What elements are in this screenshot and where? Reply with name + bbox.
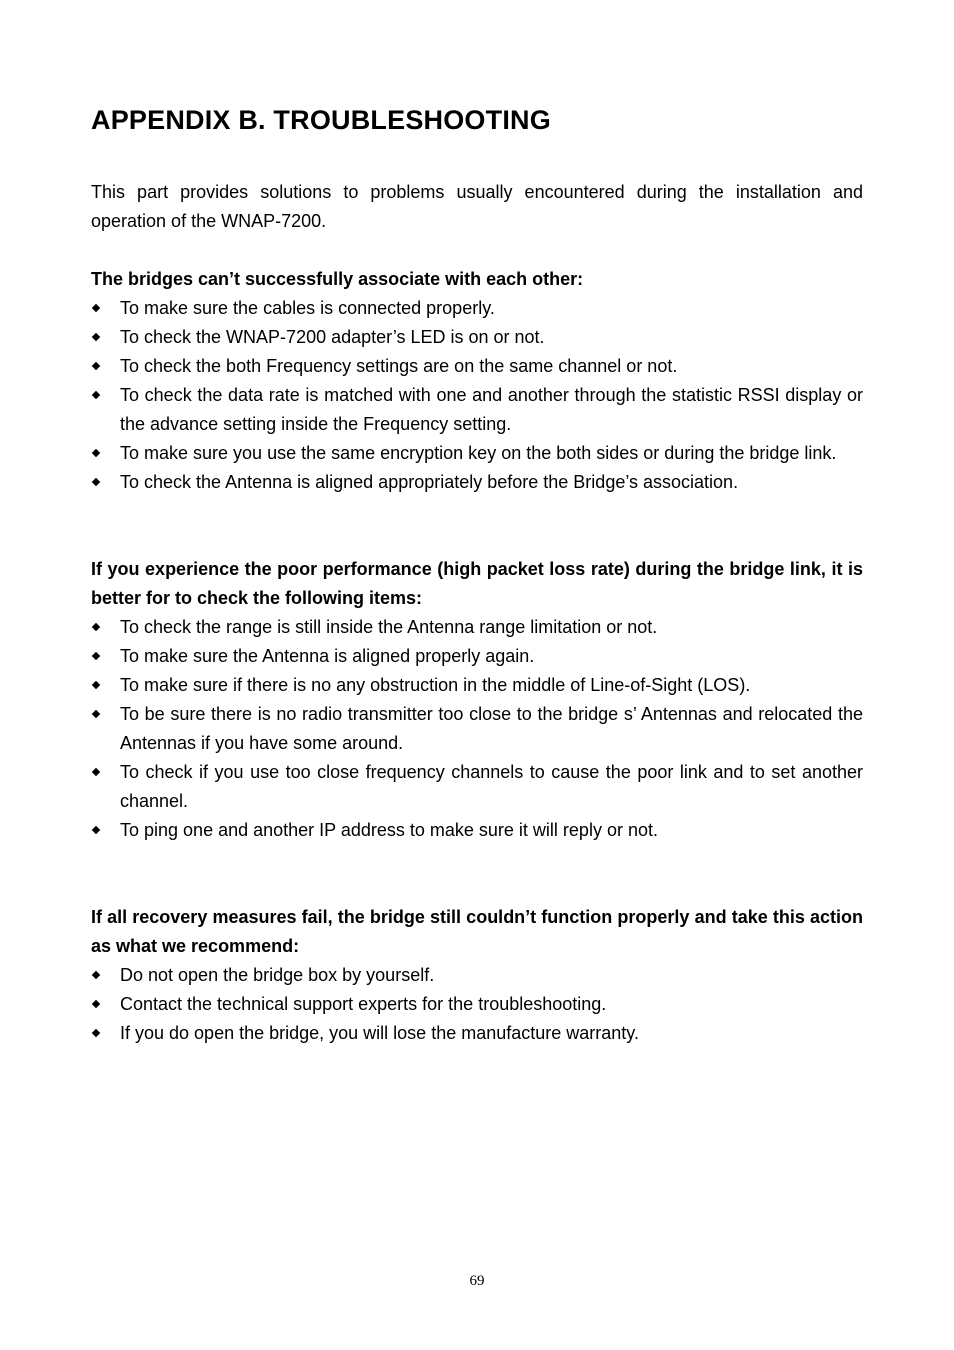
bullet-list (91, 613, 863, 845)
section-heading: If all recovery measures fail, the bridge still couldn’t function properly and take this action as what we recommend: (91, 907, 863, 956)
section-heading: If you experience the poor performance (high packet loss rate) during the bridge link, it is better for to check the following items: (91, 559, 863, 608)
list-item: To check the Antenna is aligned appropriately before the Bridge’s association. (91, 468, 863, 497)
diamond-bullet-icon (92, 710, 100, 718)
section-performance (91, 555, 863, 845)
section-recovery (91, 903, 863, 1048)
intro-paragraph: This part provides solutions to problems usually encountered during the installation and operation of the WNAP-7200. (91, 182, 863, 231)
section-heading: The bridges can’t successfully associate with each other: (91, 269, 584, 289)
list-item: To check if you use too close frequency channels to cause the poor link and to set another channel. (91, 758, 863, 816)
list-item: To make sure if there is no any obstruction in the middle of Line-of-Sight (LOS). (91, 671, 863, 700)
diamond-bullet-icon (92, 652, 100, 660)
section-association (91, 265, 863, 497)
diamond-bullet-icon (92, 681, 100, 689)
bullet-list (91, 294, 863, 497)
page-number: 69 (469, 1273, 485, 1289)
list-item: To be sure there is no radio transmitter too close to the bridge s’ Antennas and relocated the Antennas if you have some around. (91, 700, 863, 758)
diamond-bullet-icon (92, 623, 100, 631)
list-item: To make sure you use the same encryption key on the both sides or during the bridge link. (91, 439, 863, 468)
list-item: Contact the technical support experts for the troubleshooting. (91, 990, 863, 1019)
diamond-bullet-icon (92, 478, 100, 486)
diamond-bullet-icon (92, 826, 100, 834)
diamond-bullet-icon (92, 391, 100, 399)
diamond-bullet-icon (92, 971, 100, 979)
diamond-bullet-icon (92, 1000, 100, 1008)
list-item: To check the data rate is matched with one and another through the statistic RSSI display or the advance setting inside the Frequency setting. (91, 381, 863, 439)
diamond-bullet-icon (92, 1029, 100, 1037)
list-item: To ping one and another IP address to make sure it will reply or not. (91, 816, 863, 845)
document-page (91, 100, 863, 1048)
diamond-bullet-icon (92, 304, 100, 312)
list-item: To check the WNAP-7200 adapter’s LED is on or not. (91, 323, 863, 352)
list-item: To make sure the Antenna is aligned properly again. (91, 642, 863, 671)
page-title: APPENDIX B. TROUBLESHOOTING (91, 105, 551, 135)
diamond-bullet-icon (92, 333, 100, 341)
diamond-bullet-icon (92, 449, 100, 457)
list-item: To check the both Frequency settings are on the same channel or not. (91, 352, 863, 381)
list-item: To check the range is still inside the Antenna range limitation or not. (91, 613, 863, 642)
diamond-bullet-icon (92, 768, 100, 776)
list-item: To make sure the cables is connected properly. (91, 294, 863, 323)
bullet-list (91, 961, 863, 1048)
list-item: Do not open the bridge box by yourself. (91, 961, 863, 990)
diamond-bullet-icon (92, 362, 100, 370)
list-item: If you do open the bridge, you will lose the manufacture warranty. (91, 1019, 863, 1048)
